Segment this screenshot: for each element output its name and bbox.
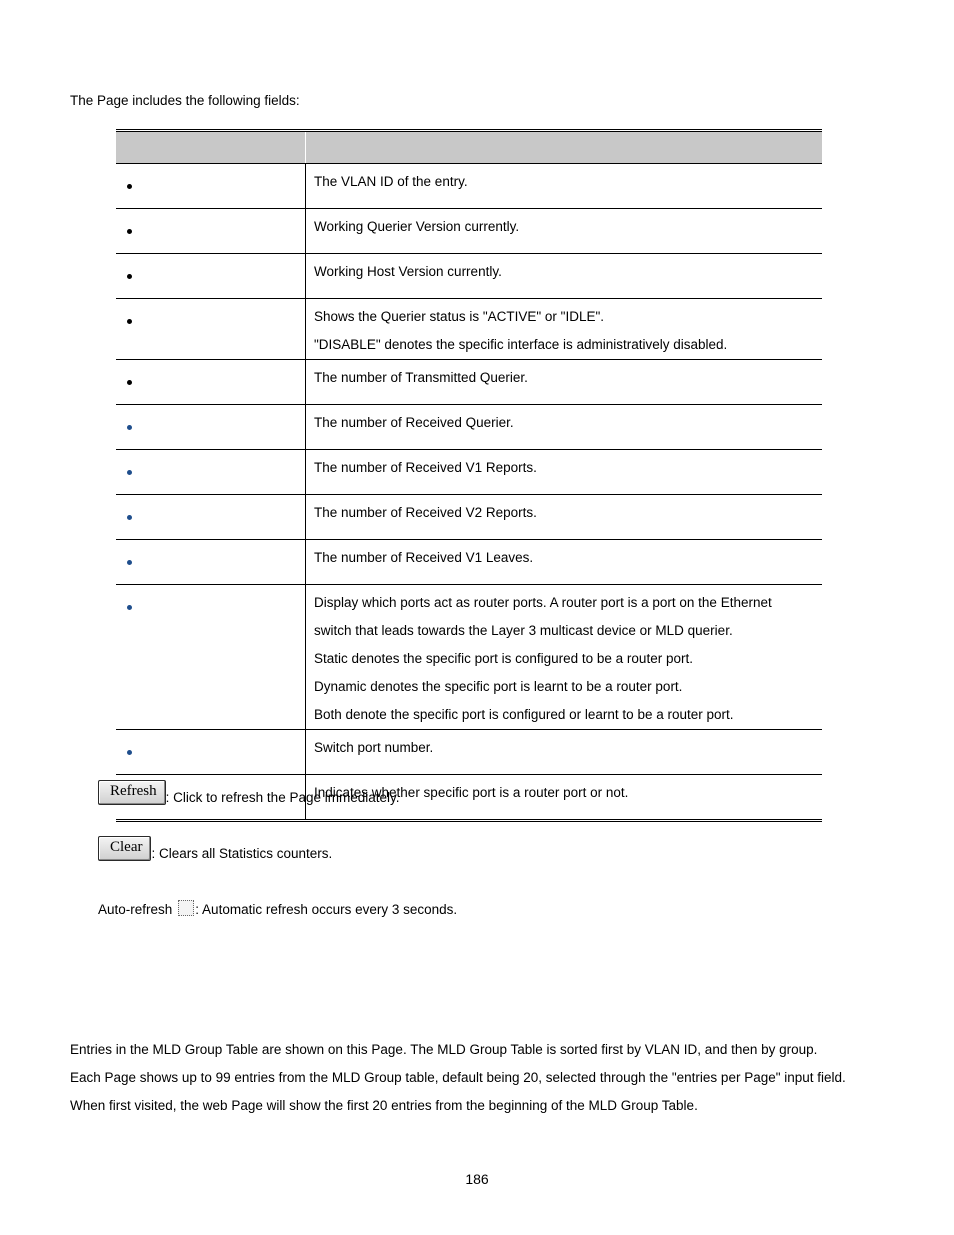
description-line: Dynamic denotes the specific port is learnt to be a router port. xyxy=(314,679,683,694)
description-line: Both denote the specific port is configured or learnt to be a router port. xyxy=(314,707,734,722)
table-row xyxy=(116,164,822,209)
table-row xyxy=(116,299,822,360)
clear-row xyxy=(98,836,332,861)
table-row xyxy=(116,495,822,540)
refresh-button[interactable]: Refresh xyxy=(98,780,166,805)
object-cell xyxy=(116,730,306,775)
mld-group-paragraph xyxy=(70,1036,900,1120)
header-description-cell xyxy=(306,131,823,164)
description-line: Shows the Querier status is "ACTIVE" or "IDLE". xyxy=(314,309,605,324)
description-cell xyxy=(306,209,823,254)
table-row xyxy=(116,254,822,299)
description-line: The number of Received V1 Leaves. xyxy=(314,550,534,565)
description-cell xyxy=(306,405,823,450)
fields-table xyxy=(116,129,822,822)
object-cell xyxy=(116,164,306,209)
page-number: 186 xyxy=(465,1171,489,1187)
bullet-icon xyxy=(127,229,132,234)
table-row xyxy=(116,450,822,495)
autorefresh-description: : Automatic refresh occurs every 3 seconds. xyxy=(195,902,458,917)
description-line: "DISABLE" denotes the specific interface is administratively disabled. xyxy=(314,337,728,352)
description-line: switch that leads towards the Layer 3 multicast device or MLD querier. xyxy=(314,623,733,638)
table-header-row xyxy=(116,131,822,164)
paragraph-line: When first visited, the web Page will show the first 20 entries from the beginning of the MLD Group Table. xyxy=(70,1098,698,1113)
description-line: The VLAN ID of the entry. xyxy=(314,174,468,189)
bullet-icon xyxy=(127,470,132,475)
object-cell xyxy=(116,209,306,254)
table-row xyxy=(116,360,822,405)
object-cell xyxy=(116,254,306,299)
description-cell xyxy=(306,299,823,360)
description-line: The number of Received V2 Reports. xyxy=(314,505,537,520)
object-cell xyxy=(116,495,306,540)
clear-description: : Clears all Statistics counters. xyxy=(151,846,333,861)
table-row xyxy=(116,730,822,775)
bullet-icon xyxy=(127,605,132,610)
bullet-icon xyxy=(127,319,132,324)
description-line: Display which ports act as router ports. A router port is a port on the Ethernet xyxy=(314,595,772,610)
refresh-row xyxy=(98,780,400,805)
description-line: Working Querier Version currently. xyxy=(314,219,520,234)
description-cell xyxy=(306,164,823,209)
table-row xyxy=(116,405,822,450)
bullet-icon xyxy=(127,560,132,565)
bullet-icon xyxy=(127,515,132,520)
intro-text: The Page includes the following fields: xyxy=(70,93,300,108)
object-cell xyxy=(116,299,306,360)
bullet-icon xyxy=(127,380,132,385)
description-line: Working Host Version currently. xyxy=(314,264,502,279)
table-row xyxy=(116,209,822,254)
paragraph-line: Entries in the MLD Group Table are shown on this Page. The MLD Group Table is sorted first by VLAN ID, and then by group. xyxy=(70,1042,818,1057)
table-row xyxy=(116,540,822,585)
autorefresh-checkbox-icon[interactable] xyxy=(178,900,194,916)
object-cell xyxy=(116,540,306,585)
autorefresh-label: Auto-refresh xyxy=(98,902,173,917)
bullet-icon xyxy=(127,274,132,279)
refresh-description: : Click to refresh the Page immediately. xyxy=(165,790,400,805)
header-object-cell xyxy=(116,131,306,164)
description-cell xyxy=(306,540,823,585)
description-line: Static denotes the specific port is configured to be a router port. xyxy=(314,651,693,666)
object-cell xyxy=(116,360,306,405)
description-cell xyxy=(306,450,823,495)
description-line: Switch port number. xyxy=(314,740,434,755)
description-line: Indicates whether specific port is a router port or not. xyxy=(314,785,629,800)
description-cell xyxy=(306,495,823,540)
object-cell xyxy=(116,585,306,730)
table-body xyxy=(116,164,822,821)
clear-button[interactable]: Clear xyxy=(98,836,151,861)
bullet-icon xyxy=(127,750,132,755)
description-cell xyxy=(306,254,823,299)
description-cell xyxy=(306,730,823,775)
description-line: The number of Transmitted Querier. xyxy=(314,370,528,385)
object-cell xyxy=(116,450,306,495)
description-cell xyxy=(306,360,823,405)
bullet-icon xyxy=(127,184,132,189)
table-row xyxy=(116,585,822,730)
bullet-icon xyxy=(127,425,132,430)
paragraph-line: Each Page shows up to 99 entries from the MLD Group table, default being 20, selected through the "entries per Page" input field. xyxy=(70,1070,846,1085)
object-cell xyxy=(116,405,306,450)
description-cell xyxy=(306,585,823,730)
description-line: The number of Received Querier. xyxy=(314,415,514,430)
autorefresh-row xyxy=(98,900,457,917)
description-line: The number of Received V1 Reports. xyxy=(314,460,537,475)
